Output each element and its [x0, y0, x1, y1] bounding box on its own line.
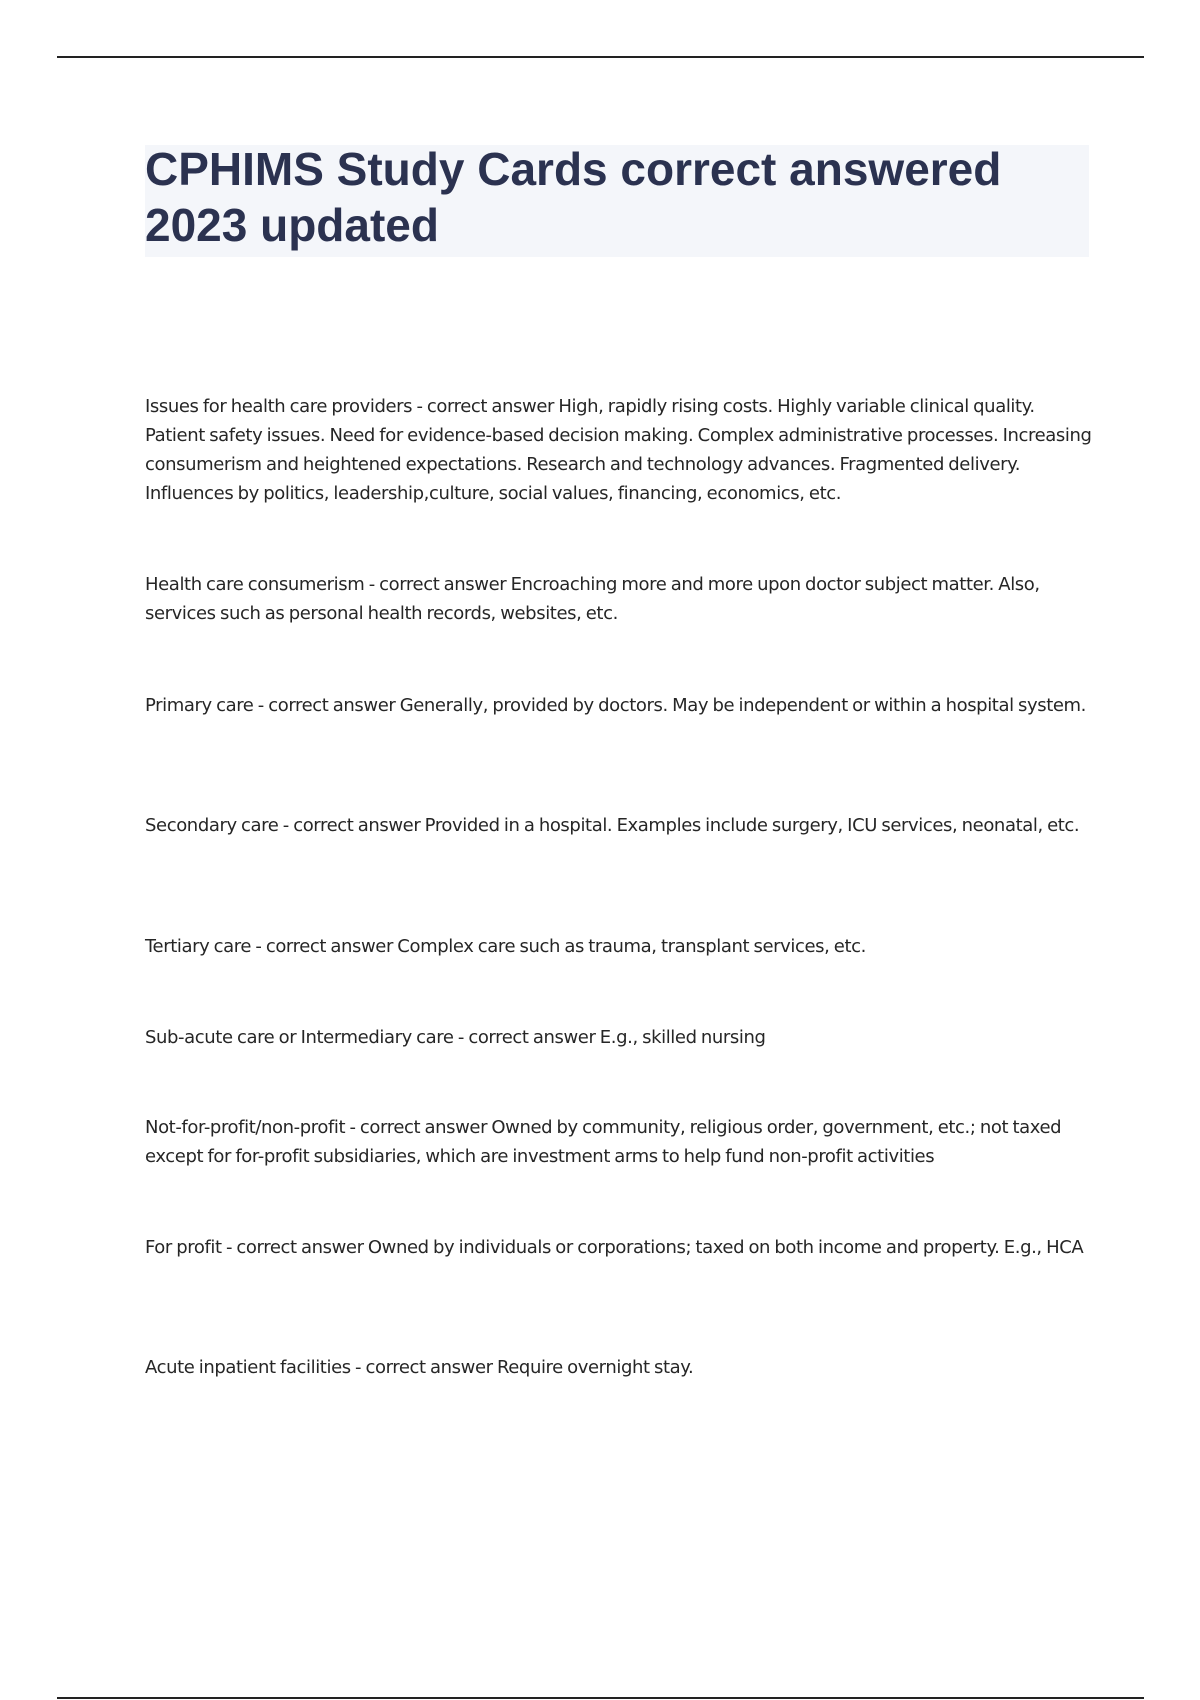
top-divider	[57, 56, 1144, 58]
study-card-not-for-profit: Not-for-profit/non-profit - correct answer Owned by community, religious order, government, etc.; not taxed except for for-profit subsidiaries, which are investment arms to help fund non-profit activities	[145, 1117, 1062, 1167]
study-card-acute-inpatient: Acute inpatient facilities - correct answer Require overnight stay.	[145, 1357, 694, 1378]
study-card-secondary-care: Secondary care - correct answer Provided in a hospital. Examples include surgery, ICU services, neonatal, etc.	[145, 815, 1080, 836]
study-card-primary-care: Primary care - correct answer Generally, provided by doctors. May be independent or within a hospital system.	[145, 695, 1087, 716]
study-card-consumerism: Health care consumerism - correct answer Encroaching more and more upon doctor subject matter. Also, services such as personal health records, websites, etc.	[145, 574, 1040, 624]
page-title: CPHIMS Study Cards correct answered 2023 updated	[145, 143, 1002, 251]
bottom-divider	[57, 1697, 1144, 1699]
study-card-issues-for-providers: Issues for health care providers - correct answer High, rapidly rising costs. Highly variable clinical quality. Patient safety issues. Need for evidence-based decision making. Complex administrative processes. Increasing consumerism and heightened expectations. Research and technology advances. Fragmented delivery. Influences by politics, leadership,culture, social values, financing, economics, etc.	[145, 396, 1092, 504]
study-card-tertiary-care: Tertiary care - correct answer Complex care such as trauma, transplant services, etc.	[145, 936, 866, 957]
study-card-for-profit: For profit - correct answer Owned by individuals or corporations; taxed on both income and property. E.g., HCA	[145, 1237, 1084, 1258]
study-card-sub-acute-care: Sub-acute care or Intermediary care - correct answer E.g., skilled nursing	[145, 1027, 766, 1048]
